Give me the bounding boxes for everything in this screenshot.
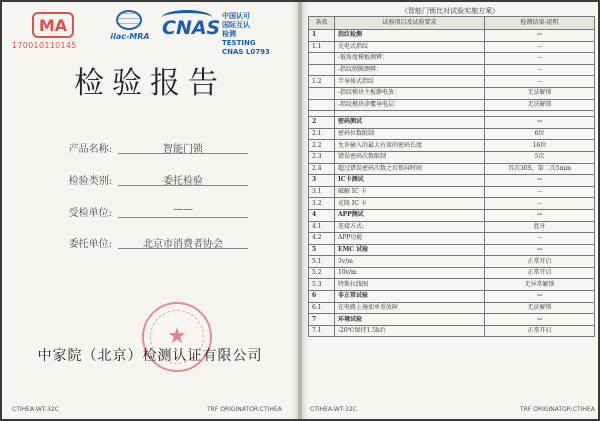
item-cell: 连接方式:	[335, 221, 485, 233]
table-row	[309, 221, 595, 233]
item-cell: IC卡测试	[335, 175, 485, 187]
item-cell: 允许输入的最大有效的密码长度	[335, 140, 485, 152]
clause-cell	[309, 87, 335, 99]
clause-cell	[309, 99, 335, 111]
field-label: 受检单位:	[68, 208, 112, 219]
globe-icon	[116, 10, 142, 30]
cnas-caption-line: 国际互认	[222, 21, 250, 29]
item-cell: APP测试	[335, 209, 485, 221]
field-inspected-unit	[52, 204, 252, 220]
table-group-row	[309, 244, 595, 256]
cnas-caption-line: CNAS L0793	[222, 48, 270, 56]
item-cell: 超过错误密码次数之后锁屏时间	[335, 163, 485, 175]
clause-cell	[309, 53, 335, 65]
table-group-row	[309, 30, 595, 42]
cover-page	[2, 2, 298, 419]
clause-cell	[309, 64, 335, 76]
field-value: 北京市消费者协会	[118, 235, 248, 249]
result-cell: 正常开启	[485, 325, 595, 337]
field-value: ——	[118, 204, 248, 218]
item-cell: 在电路上施加单重故障	[335, 302, 485, 314]
clause-cell: 7	[309, 314, 335, 326]
result-cell: --	[485, 30, 595, 42]
clause-cell: 1	[309, 30, 335, 42]
result-cell: 正常开启	[485, 256, 595, 268]
item-cell: 3v/m	[335, 256, 485, 268]
ilac-mra-text: ilac-MRA	[110, 32, 150, 41]
column-header: 检测结果-说明	[485, 17, 595, 30]
result-cell: 无法解锁	[485, 99, 595, 111]
result-cell: --	[485, 53, 595, 65]
clause-cell: 2.4	[309, 163, 335, 175]
clause-cell: 3.1	[309, 186, 335, 198]
table-row	[309, 53, 595, 65]
clause-cell: 5	[309, 244, 335, 256]
item-cell: -低角度模板测辨：	[335, 53, 485, 65]
cma-code: 170010110145	[12, 41, 77, 50]
result-cell: --	[485, 244, 595, 256]
column-header: 条款	[309, 17, 335, 30]
table-row	[309, 302, 595, 314]
clause-cell: 6	[309, 291, 335, 303]
clause-cell: 1.1	[309, 41, 335, 53]
result-cell: 无法解锁	[485, 87, 595, 99]
item-cell: 半导体式指纹	[335, 76, 485, 88]
result-cell: --	[485, 41, 595, 53]
clause-cell: 1.2	[309, 76, 335, 88]
item-cell: 错误密码次数限制	[335, 151, 485, 163]
table-row	[309, 256, 595, 268]
item-cell: 密码测试	[335, 117, 485, 129]
field-inspection-type	[52, 172, 252, 188]
result-cell: 蓝牙	[485, 221, 595, 233]
clause-cell: 4.1	[309, 221, 335, 233]
cnas-caption-line: 中国认可	[222, 12, 250, 20]
table-row	[309, 233, 595, 245]
cnas-caption-line: 检测	[222, 30, 236, 38]
result-cell: --	[485, 209, 595, 221]
cnas-logo-text: CNAS	[162, 17, 221, 39]
result-cell: 6位	[485, 128, 595, 140]
trf-originator: TRF ORIGINATOR:CTIHEA	[520, 406, 595, 413]
item-cell: 指纹检测	[335, 30, 485, 42]
clause-cell: 4.2	[309, 233, 335, 245]
table-row	[309, 186, 595, 198]
test-plan-page	[302, 2, 598, 419]
field-client-unit	[52, 235, 252, 251]
clause-cell: 3.2	[309, 198, 335, 210]
result-cell: 首次30S，第二次5min	[485, 163, 595, 175]
result-cell: --	[485, 291, 595, 303]
result-cell: --	[485, 117, 595, 129]
test-results-table	[308, 16, 595, 337]
field-product-name	[52, 140, 252, 156]
plan-title: 《智能门锁比对试验实施方案》	[401, 7, 499, 15]
result-cell: 16位	[485, 140, 595, 152]
item-cell: 破解 IC 卡	[335, 186, 485, 198]
item-cell: EMC 试验	[335, 244, 485, 256]
table-row	[309, 41, 595, 53]
table-row	[309, 163, 595, 175]
item-cell: -20℃保持1.5h后	[335, 325, 485, 337]
item-cell: 环境试验	[335, 314, 485, 326]
field-value: 委托检验	[118, 172, 248, 186]
field-label: 检验类别:	[68, 176, 112, 187]
table-group-row	[309, 291, 595, 303]
table-group-row	[309, 175, 595, 187]
item-cell: -指纹假膜测辨：	[335, 64, 485, 76]
table-row	[309, 64, 595, 76]
table-group-row	[309, 117, 595, 129]
clause-cell: 5.1	[309, 256, 335, 268]
item-cell: 克隆 IC 卡	[335, 198, 485, 210]
item-cell: -指纹模块主板静电放：	[335, 87, 485, 99]
result-cell: --	[485, 186, 595, 198]
field-label: 委托单位:	[68, 239, 112, 250]
table-row	[309, 198, 595, 210]
result-cell: 正常开启	[485, 267, 595, 279]
item-cell: 10v/m	[335, 267, 485, 279]
clause-cell: 5.3	[309, 279, 335, 291]
form-code: CTIHEA-WT-32C	[12, 406, 59, 413]
table-row	[309, 128, 595, 140]
ilac-mra-logo	[104, 10, 156, 50]
table-row	[309, 151, 595, 163]
result-cell: 5次	[485, 151, 595, 163]
organization-name: 中家院（北京）检测认证有限公司	[37, 348, 263, 364]
certification-logos	[12, 10, 292, 56]
table-group-row	[309, 314, 595, 326]
result-cell: --	[485, 198, 595, 210]
clause-cell: 3	[309, 175, 335, 187]
form-code: CTIHEA-WT-32C	[310, 406, 357, 413]
table-group-row	[309, 209, 595, 221]
result-cell: --	[485, 76, 595, 88]
report-title: 检验报告	[74, 66, 226, 101]
table-row	[309, 267, 595, 279]
result-cell: 无异常解锁	[485, 279, 595, 291]
cnas-caption	[222, 12, 294, 57]
clause-cell: 4	[309, 209, 335, 221]
table-row	[309, 325, 595, 337]
item-cell: APP功能	[335, 233, 485, 245]
clause-cell: 2	[309, 117, 335, 129]
result-cell: --	[485, 175, 595, 187]
clause-cell: 6.1	[309, 302, 335, 314]
cma-logo: MA	[32, 12, 74, 38]
table-row	[309, 76, 595, 88]
result-cell: 无法解锁	[485, 302, 595, 314]
item-cell: 密码位数限制	[335, 128, 485, 140]
clause-cell: 2.2	[309, 140, 335, 152]
cnas-caption-line: TESTING	[222, 39, 256, 47]
column-header: 试验项目及试验要求	[335, 17, 485, 30]
clause-cell: 2.3	[309, 151, 335, 163]
clause-cell: 2.1	[309, 128, 335, 140]
trf-originator: TRF ORIGINATOR:CTIHEA	[207, 406, 282, 413]
field-value: 智能门锁	[118, 140, 248, 154]
table-row	[309, 99, 595, 111]
star-icon: ★	[167, 324, 187, 349]
result-cell: --	[485, 233, 595, 245]
result-cell: --	[485, 314, 595, 326]
item-cell: 光电式指纹	[335, 41, 485, 53]
table-body	[309, 30, 595, 337]
item-cell: 非正常试验	[335, 291, 485, 303]
cnas-logo	[162, 16, 221, 40]
item-cell: 特斯拉线圈	[335, 279, 485, 291]
table-row	[309, 140, 595, 152]
table-row	[309, 279, 595, 291]
table-row	[309, 87, 595, 99]
item-cell: -指纹模块涂覆导电层：	[335, 99, 485, 111]
clause-cell: 5.2	[309, 267, 335, 279]
clause-cell: 7.1	[309, 325, 335, 337]
result-cell: --	[485, 64, 595, 76]
table-header-row	[309, 17, 595, 30]
field-label: 产品名称:	[68, 144, 112, 155]
